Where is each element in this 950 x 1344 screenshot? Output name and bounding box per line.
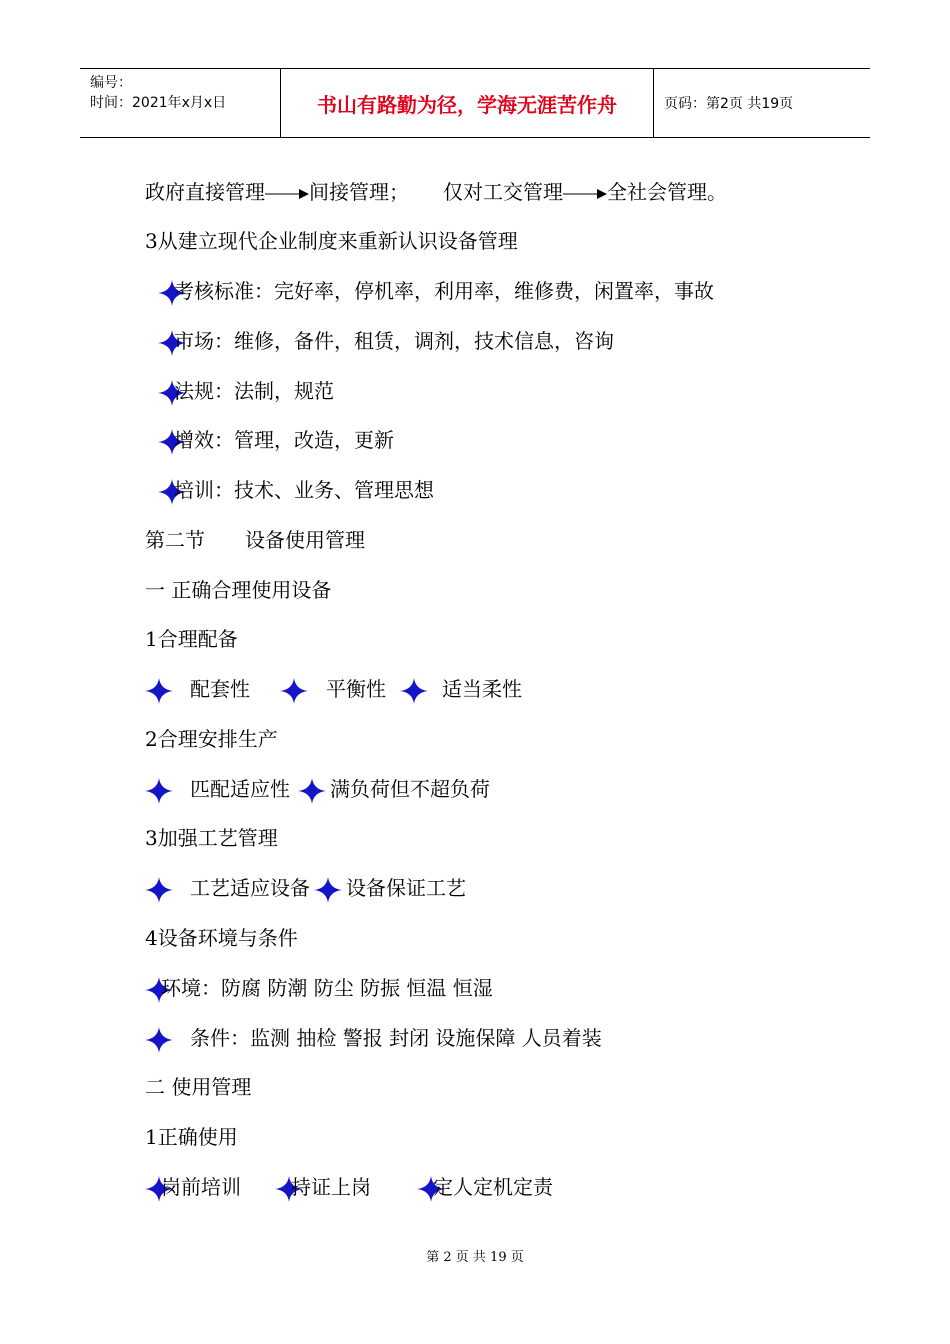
heading-1: 一 正确合理使用设备 xyxy=(145,578,332,602)
text-segment: 全社会管理。 xyxy=(607,180,727,204)
doc-time-label: 时间：2021年x月x日 xyxy=(90,95,227,111)
text-line-1 xyxy=(145,179,727,207)
four-point-star-icon xyxy=(145,877,173,903)
section-number: 第二节 xyxy=(145,528,205,552)
list-item xyxy=(158,477,434,505)
bullet-text: 平衡性 xyxy=(326,677,386,701)
bullet-row xyxy=(145,1174,553,1202)
four-point-star-icon xyxy=(280,678,308,704)
list-item-text: 考核标准：完好率，停机率，利用率，维修费，闲置率，事故 xyxy=(174,279,714,303)
list-item xyxy=(145,975,493,1003)
list-item-text: 环境：防腐 防潮 防尘 防振 恒温 恒湿 xyxy=(161,976,493,1000)
text-segment: 政府直接管理 xyxy=(145,180,265,204)
header-meta xyxy=(80,69,281,137)
subheading: 4设备环境与条件 xyxy=(145,926,298,950)
bullet-text: 持证上岗 xyxy=(291,1175,371,1199)
bullet-row xyxy=(145,875,466,903)
heading-2: 二 使用管理 xyxy=(145,1075,252,1099)
bullet-text: 定人定机定责 xyxy=(433,1175,553,1199)
four-point-star-icon xyxy=(400,678,428,704)
bullet-row xyxy=(145,776,490,804)
subheading: 1正确使用 xyxy=(145,1125,238,1149)
page-footer: 第 2 页 共 19 页 xyxy=(426,1250,524,1265)
bullet-text: 岗前培训 xyxy=(161,1175,241,1199)
doc-number-label: 编号： xyxy=(90,75,132,91)
subheading: 1合理配备 xyxy=(145,627,238,651)
four-point-star-icon xyxy=(145,778,173,804)
header-page-info: 页码：第2页 共19页 xyxy=(664,96,794,112)
bullet-text: 配套性 xyxy=(190,677,250,701)
list-item xyxy=(158,278,714,306)
list-item-text: 增效：管理，改造，更新 xyxy=(174,428,394,452)
list-item xyxy=(158,427,394,455)
four-point-star-icon xyxy=(298,778,326,804)
section-heading-3: 3从建立现代企业制度来重新认识设备管理 xyxy=(145,229,518,253)
bullet-text: 满负荷但不超负荷 xyxy=(330,777,490,801)
list-item xyxy=(158,378,334,406)
bullet-text: 工艺适应设备 xyxy=(190,876,310,900)
list-item-text: 法规：法制，规范 xyxy=(174,379,334,403)
section-name: 设备使用管理 xyxy=(245,528,365,552)
page-header xyxy=(80,68,870,138)
four-point-star-icon xyxy=(145,678,173,704)
header-motto: 书山有路勤为径，学海无涯苦作舟 xyxy=(281,69,654,137)
section-title xyxy=(145,527,365,553)
bullet-text: 条件：监测 抽检 警报 封闭 设施保障 人员着装 xyxy=(190,1026,602,1050)
list-item-text: 市场：维修，备件，租赁，调剂，技术信息，咨询 xyxy=(174,329,614,353)
bullet-text: 匹配适应性 xyxy=(190,777,290,801)
subheading: 3加强工艺管理 xyxy=(145,826,278,850)
four-point-star-icon xyxy=(314,877,342,903)
bullet-row xyxy=(145,1025,602,1053)
arrow-right-icon xyxy=(563,181,607,207)
list-item xyxy=(158,328,614,356)
arrow-right-icon xyxy=(265,181,309,207)
bullet-text: 设备保证工艺 xyxy=(346,876,466,900)
list-item-text: 培训：技术、业务、管理思想 xyxy=(174,478,434,502)
bullet-text: 适当柔性 xyxy=(442,677,522,701)
four-point-star-icon xyxy=(145,1027,173,1053)
text-segment: 仅对工交管理 xyxy=(443,180,563,204)
bullet-row xyxy=(145,676,522,704)
subheading: 2合理安排生产 xyxy=(145,727,278,751)
text-segment: 间接管理； xyxy=(309,180,409,204)
